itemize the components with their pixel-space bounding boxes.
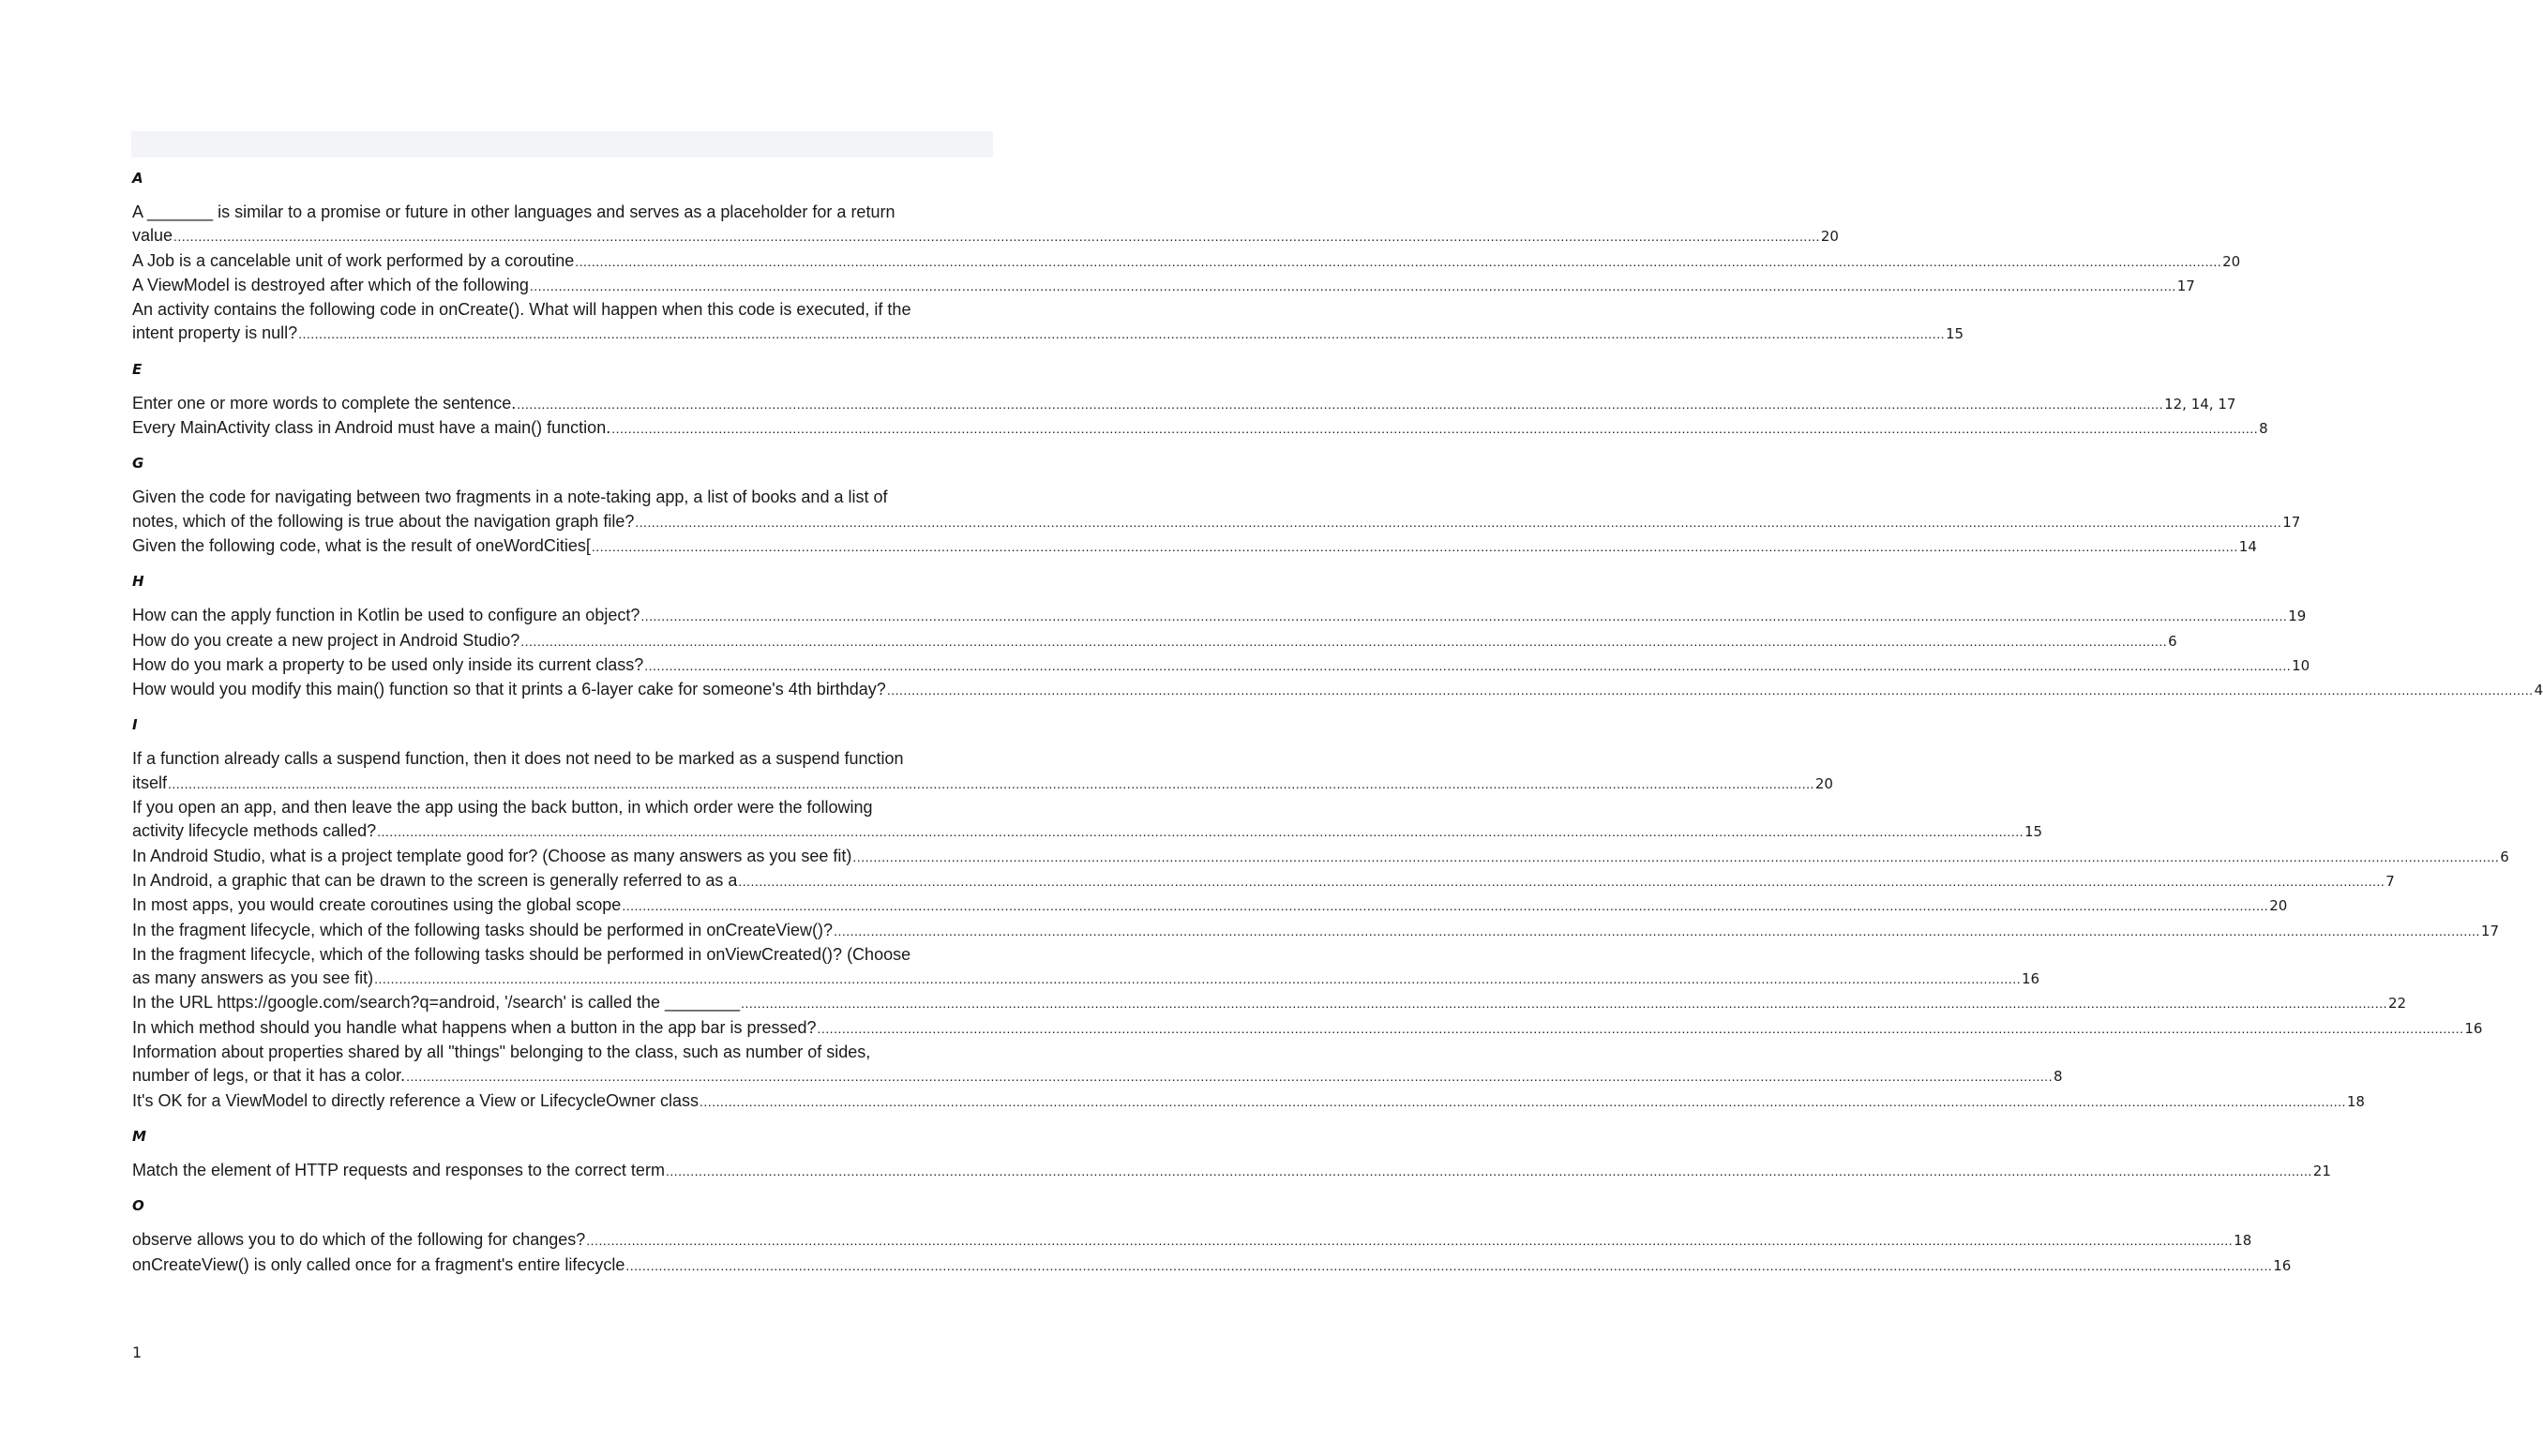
index-group-i bbox=[132, 713, 2509, 1113]
header-band bbox=[131, 131, 993, 158]
leader-dots: ................................................................................................................................................................................................................................................................................................................................................................................................................ bbox=[852, 848, 2500, 864]
index-entry[interactable] bbox=[132, 1041, 2063, 1089]
entry-text: as many answers as you see fit) bbox=[132, 968, 374, 988]
entry-text: A Job is a cancelable unit of work performed by a coroutine bbox=[132, 250, 575, 270]
entry-text: If a function already calls a suspend function, then it does not need to be marked as a suspend function bbox=[132, 749, 904, 769]
entry-page-number: 20 bbox=[2222, 252, 2241, 270]
index-entry[interactable] bbox=[132, 1159, 2331, 1183]
entry-text: intent property is null? bbox=[132, 323, 298, 343]
entry-text: number of legs, or that it has a color. bbox=[132, 1066, 406, 1086]
index-entry[interactable] bbox=[132, 1089, 2365, 1114]
entry-page-number: 10 bbox=[2292, 656, 2310, 674]
leader-dots: ................................................................................................................................................................................................................................................................................................................................................................................................................ bbox=[640, 608, 2288, 624]
leader-dots: ................................................................................................................................................................................................................................................................................................................................................................................................................ bbox=[622, 898, 2269, 914]
entry-text: In most apps, you would create coroutines using the global scope bbox=[132, 895, 622, 915]
entry-text: onCreateView() is only called once for a fragment's entire lifecycle bbox=[132, 1254, 625, 1274]
footer-page-number: 1 bbox=[132, 1343, 143, 1361]
question-index bbox=[132, 167, 2543, 1289]
entry-text: How do you mark a property to be used only inside its current class? bbox=[132, 654, 644, 674]
entry-page-number: 22 bbox=[2387, 995, 2407, 1013]
section-letter: G bbox=[132, 455, 144, 473]
entry-text: notes, which of the following is true about the navigation graph file? bbox=[132, 511, 635, 531]
entry-page-number: 7 bbox=[2385, 872, 2395, 890]
index-entry[interactable] bbox=[132, 869, 2395, 893]
index-group-o bbox=[132, 1194, 2292, 1278]
entry-page-number: 16 bbox=[2464, 1019, 2483, 1037]
entry-text: How would you modify this main() function so that it prints a 6-layer cake for someone's 4th birthday? bbox=[132, 680, 886, 699]
leader-dots: ................................................................................................................................................................................................................................................................................................................................................................................................................ bbox=[611, 421, 2259, 437]
index-entry[interactable] bbox=[132, 201, 1839, 249]
entry-page-number: 4 bbox=[2534, 682, 2543, 699]
entry-page-number: 12, 14, 17 bbox=[2164, 395, 2236, 413]
index-entry[interactable] bbox=[132, 943, 2040, 992]
entry-text: observe allows you to do which of the following for changes? bbox=[132, 1230, 586, 1250]
section-letter: M bbox=[132, 1127, 146, 1145]
entry-text: In the fragment lifecycle, which of the following tasks should be performed in onCreateView()? bbox=[132, 920, 834, 939]
index-entry[interactable] bbox=[132, 629, 2177, 653]
leader-dots: ................................................................................................................................................................................................................................................................................................................................................................................................................ bbox=[377, 824, 2024, 840]
entry-page-number: 20 bbox=[1814, 774, 1833, 792]
section-letter: O bbox=[132, 1197, 144, 1215]
index-entry[interactable] bbox=[132, 678, 2543, 702]
index-entry[interactable] bbox=[132, 249, 2241, 274]
index-entry[interactable] bbox=[132, 416, 2268, 441]
index-entry[interactable] bbox=[132, 653, 2310, 678]
index-entry[interactable] bbox=[132, 274, 2195, 298]
index-entry[interactable] bbox=[132, 1228, 2252, 1253]
index-group-e bbox=[132, 358, 2268, 442]
entry-page-number: 21 bbox=[2312, 1162, 2331, 1179]
entry-page-number: 14 bbox=[2238, 537, 2257, 555]
leader-dots: ................................................................................................................................................................................................................................................................................................................................................................................................................ bbox=[834, 923, 2480, 938]
index-entry[interactable] bbox=[132, 893, 2288, 918]
index-entry[interactable] bbox=[132, 919, 2500, 943]
index-entry[interactable] bbox=[132, 298, 1964, 347]
leader-dots: ................................................................................................................................................................................................................................................................................................................................................................................................................ bbox=[700, 1093, 2346, 1109]
entry-page-number: 18 bbox=[2234, 1232, 2252, 1250]
leader-dots: ................................................................................................................................................................................................................................................................................................................................................................................................................ bbox=[817, 1020, 2464, 1036]
entry-text: Match the element of HTTP requests and responses to the correct term bbox=[132, 1160, 665, 1179]
index-group-g bbox=[132, 452, 2301, 559]
leader-dots: ................................................................................................................................................................................................................................................................................................................................................................................................................ bbox=[168, 775, 1814, 791]
entry-page-number: 17 bbox=[2282, 513, 2301, 531]
index-entry[interactable] bbox=[132, 747, 1833, 796]
section-letter: H bbox=[132, 573, 144, 591]
entry-text: In the fragment lifecycle, which of the following tasks should be performed in onViewCreated()? (Choose bbox=[132, 944, 911, 964]
index-group-h bbox=[132, 570, 2543, 702]
index-entry[interactable] bbox=[132, 991, 2407, 1015]
leader-dots: ................................................................................................................................................................................................................................................................................................................................................................................................................ bbox=[520, 633, 2168, 649]
leader-dots: ................................................................................................................................................................................................................................................................................................................................................................................................................ bbox=[644, 657, 2292, 673]
entry-text: Given the code for navigating between two fragments in a note-taking app, a list of books and a list of bbox=[132, 488, 888, 507]
leader-dots: ................................................................................................................................................................................................................................................................................................................................................................................................................ bbox=[374, 971, 2021, 987]
leader-dots: ................................................................................................................................................................................................................................................................................................................................................................................................................ bbox=[635, 514, 2282, 530]
entry-text: An activity contains the following code in onCreate(). What will happen when this code is executed, if the bbox=[132, 300, 911, 320]
entry-page-number: 16 bbox=[2273, 1256, 2292, 1274]
index-entry[interactable] bbox=[132, 534, 2257, 559]
index-entry[interactable] bbox=[132, 796, 2043, 845]
leader-dots: ................................................................................................................................................................................................................................................................................................................................................................................................................ bbox=[625, 1257, 2273, 1273]
index-entry[interactable] bbox=[132, 845, 2509, 869]
index-group-a bbox=[132, 167, 2241, 347]
entry-text: How can the apply function in Kotlin be used to configure an object? bbox=[132, 606, 640, 625]
entry-text: value bbox=[132, 226, 173, 246]
entry-page-number: 15 bbox=[2024, 823, 2043, 841]
leader-dots: ................................................................................................................................................................................................................................................................................................................................................................................................................ bbox=[298, 326, 1945, 342]
leader-dots: ................................................................................................................................................................................................................................................................................................................................................................................................................ bbox=[529, 278, 2176, 293]
index-entry[interactable] bbox=[132, 604, 2307, 628]
index-entry[interactable] bbox=[132, 1016, 2483, 1041]
entry-text: Information about properties shared by all "things" belonging to the class, such as number of sides, bbox=[132, 1043, 871, 1062]
section-letter: E bbox=[132, 360, 143, 378]
entry-text: It's OK for a ViewModel to directly reference a View or LifecycleOwner class bbox=[132, 1090, 700, 1110]
entry-page-number: 20 bbox=[1820, 228, 1839, 246]
leader-dots: ................................................................................................................................................................................................................................................................................................................................................................................................................ bbox=[741, 996, 2387, 1012]
entry-text: Enter one or more words to complete the sentence. bbox=[132, 393, 517, 413]
entry-text: activity lifecycle methods called? bbox=[132, 821, 377, 841]
entry-text: Given the following code, what is the result of oneWordCities[ bbox=[132, 535, 591, 555]
index-entry[interactable] bbox=[132, 392, 2236, 416]
entry-page-number: 19 bbox=[2288, 608, 2307, 625]
entry-page-number: 15 bbox=[1945, 325, 1964, 343]
entry-page-number: 18 bbox=[2346, 1092, 2365, 1110]
leader-dots: ................................................................................................................................................................................................................................................................................................................................................................................................................ bbox=[575, 253, 2222, 269]
leader-dots: ................................................................................................................................................................................................................................................................................................................................................................................................................ bbox=[665, 1163, 2312, 1178]
entry-page-number: 8 bbox=[2054, 1068, 2063, 1086]
index-entry[interactable] bbox=[132, 1253, 2292, 1278]
entry-text: Every MainActivity class in Android must have a main() function. bbox=[132, 418, 611, 438]
entry-page-number: 8 bbox=[2259, 420, 2268, 438]
leader-dots: ................................................................................................................................................................................................................................................................................................................................................................................................................ bbox=[406, 1069, 2054, 1085]
index-entry[interactable] bbox=[132, 486, 2301, 534]
index-group-m bbox=[132, 1125, 2331, 1183]
section-letter: I bbox=[132, 716, 138, 734]
entry-page-number: 17 bbox=[2176, 277, 2195, 294]
entry-text: A ViewModel is destroyed after which of the following bbox=[132, 275, 529, 294]
entry-text: In which method should you handle what happens when a button in the app bar is pressed? bbox=[132, 1017, 817, 1037]
entry-text: How do you create a new project in Android Studio? bbox=[132, 630, 520, 650]
entry-text: itself bbox=[132, 773, 168, 792]
entry-page-number: 16 bbox=[2021, 970, 2040, 988]
leader-dots: ................................................................................................................................................................................................................................................................................................................................................................................................................ bbox=[586, 1233, 2234, 1249]
entry-page-number: 17 bbox=[2480, 922, 2500, 939]
leader-dots: ................................................................................................................................................................................................................................................................................................................................................................................................................ bbox=[173, 229, 1820, 245]
entry-text: A _______ is similar to a promise or future in other languages and serves as a placeholder for a return bbox=[132, 203, 895, 221]
leader-dots: ................................................................................................................................................................................................................................................................................................................................................................................................................ bbox=[886, 683, 2534, 698]
leader-dots: ................................................................................................................................................................................................................................................................................................................................................................................................................ bbox=[517, 396, 2164, 412]
entry-text: In the URL https://google.com/search?q=android, '/search' is called the ________ bbox=[132, 993, 741, 1013]
entry-page-number: 6 bbox=[2168, 632, 2177, 650]
entry-page-number: 20 bbox=[2269, 897, 2288, 915]
leader-dots: ................................................................................................................................................................................................................................................................................................................................................................................................................ bbox=[591, 538, 2238, 554]
entry-page-number: 6 bbox=[2500, 848, 2509, 865]
entry-text: If you open an app, and then leave the app using the back button, in which order were the following bbox=[132, 798, 873, 818]
leader-dots: ................................................................................................................................................................................................................................................................................................................................................................................................................ bbox=[738, 873, 2385, 889]
entry-text: In Android, a graphic that can be drawn to the screen is generally referred to as a bbox=[132, 870, 738, 890]
section-letter: A bbox=[132, 170, 143, 187]
entry-text: In Android Studio, what is a project template good for? (Choose as many answers as you see fit) bbox=[132, 846, 852, 865]
